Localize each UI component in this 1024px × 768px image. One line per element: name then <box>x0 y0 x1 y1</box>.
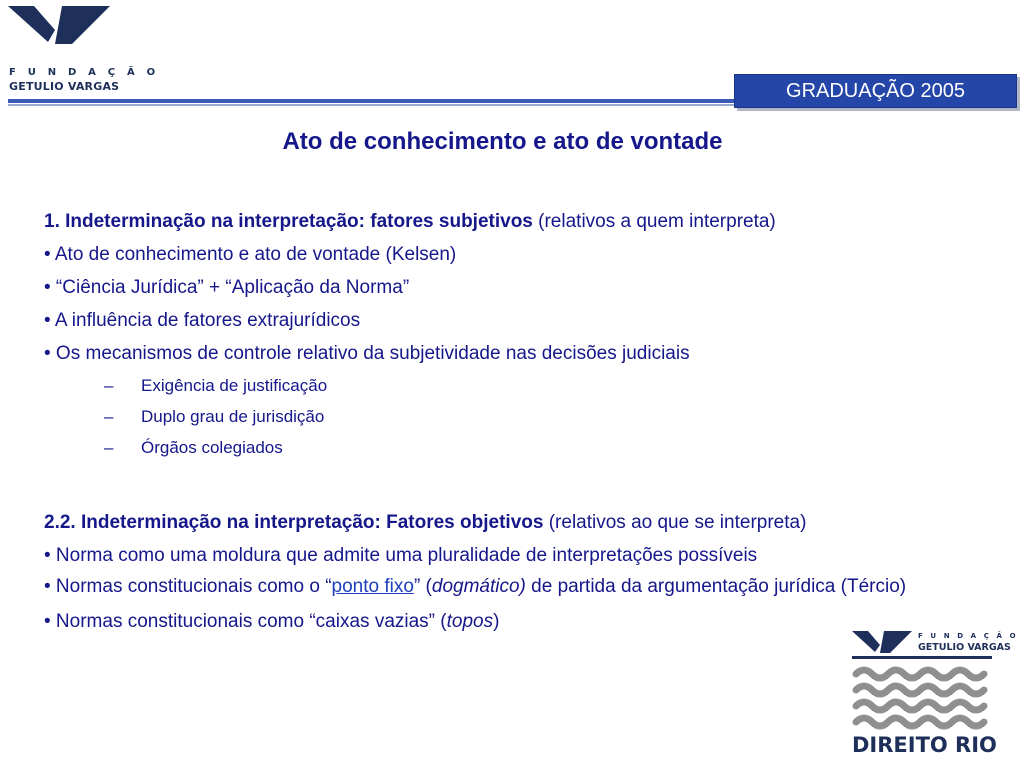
section1-heading-bold: 1. Indeterminação na interpretação: fatores subjetivos <box>44 211 533 232</box>
sub-item <box>44 432 964 463</box>
bullet-item: • “Ciência Jurídica” + “Aplicação da Norma” <box>44 277 410 298</box>
bullet-item <box>44 572 964 601</box>
org-line1: F U N D A Ç Ã O <box>9 67 160 78</box>
dash-marker: – <box>104 407 114 426</box>
footer-school-name: DIREITO RIO <box>852 733 997 757</box>
ponto-fixo-link[interactable]: ponto fixo <box>331 576 414 597</box>
footer-org-line1: F U N D A Ç Ã O <box>918 632 1019 640</box>
fgv-emblem-icon <box>8 6 110 48</box>
slide-body <box>44 205 964 638</box>
bullet-text: de partida da argumentação jurídica (Tércio) <box>525 576 907 597</box>
sub-item-label: Órgãos colegiados <box>141 438 283 457</box>
bullet-item: • Os mecanismos de controle relativo da subjetividade nas decisões judiciais <box>44 343 690 364</box>
bullet-item <box>44 605 964 638</box>
bullet-item: • Norma como uma moldura que admite uma pluralidade de interpretações possíveis <box>44 545 758 566</box>
slide-title: Ato de conhecimento e ato de vontade <box>282 128 723 155</box>
section2-heading-rest: (relativos ao que se interpreta) <box>543 512 807 533</box>
bullet-item: • Ato de conhecimento e ato de vontade (Kelsen) <box>44 244 457 265</box>
direito-rio-logo <box>846 628 1019 758</box>
sub-item-label: Exigência de justificação <box>141 376 328 395</box>
bullet-text: ” ( <box>413 576 432 597</box>
bullet-text: ) <box>493 611 500 632</box>
fgv-logo <box>8 6 118 48</box>
sub-item-label: Duplo grau de jurisdição <box>141 407 325 426</box>
org-line2: GETULIO VARGAS <box>9 80 120 93</box>
sub-item <box>44 401 964 432</box>
section1-heading-rest: (relativos a quem interpreta) <box>532 211 776 232</box>
section2-heading-bold: 2.2. Indeterminação na interpretação: Fatores objetivos <box>44 512 544 533</box>
bullet-text: • Normas constitucionais como “caixas vazias” ( <box>44 611 447 632</box>
bullet-text: • Normas constitucionais como o “ <box>44 576 332 597</box>
section1-heading <box>44 205 964 238</box>
bullet-italic: dogmático) <box>431 576 526 597</box>
graduation-badge: GRADUAÇÃO 2005 <box>734 74 1017 108</box>
bullet-item: • A influência de fatores extrajurídicos <box>44 310 361 331</box>
footer-org-line2: GETULIO VARGAS <box>918 642 1011 653</box>
sub-item <box>44 370 964 401</box>
dash-marker: – <box>104 376 114 395</box>
dash-marker: – <box>104 438 114 457</box>
direito-rio-emblem-icon <box>846 628 1019 758</box>
section2-heading <box>44 506 964 539</box>
bullet-italic: topos <box>446 611 494 632</box>
